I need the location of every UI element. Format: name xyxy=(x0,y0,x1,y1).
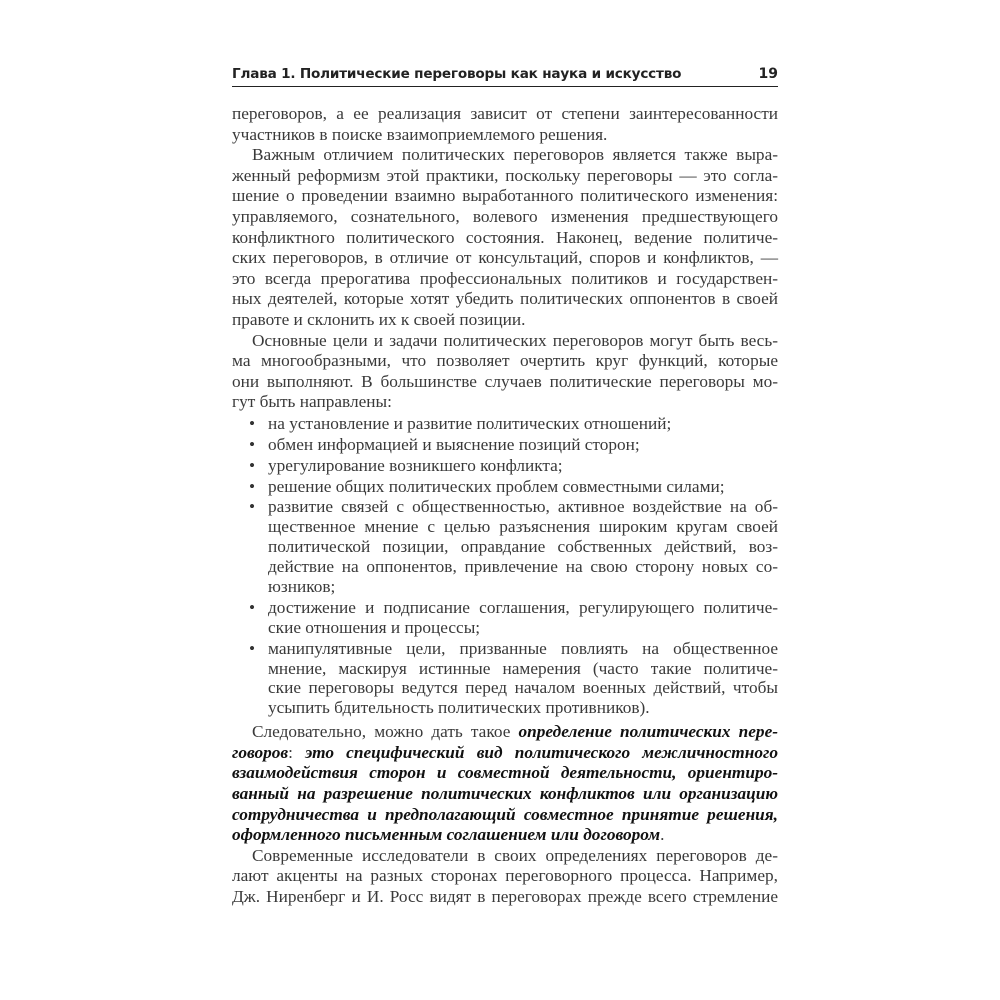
text-line: лают акценты на разных сторонах переговорного процесса. Например, xyxy=(232,866,778,886)
text-line: усыпить бдительность политических противников). xyxy=(268,698,650,718)
emphasized-text: оформленного письменным соглашением или договором xyxy=(232,825,661,845)
text-segment: . xyxy=(660,825,665,845)
paragraph xyxy=(232,846,778,908)
text-line: Современные исследователи в своих определениях переговоров де- xyxy=(252,845,778,865)
text-line: манипулятивные цели, призванные повлиять на общественное xyxy=(268,638,778,658)
bullet-icon: • xyxy=(249,434,256,454)
text-line: это всегда прерогатива профессиональных политиков и государствен- xyxy=(232,268,778,288)
text-line: ских переговоров, в отличие от консультаций, споров и конфликтов, — xyxy=(232,248,778,268)
text-line: урегулирование возникшего конфликта; xyxy=(268,455,563,475)
bullet-item xyxy=(232,456,778,476)
text-line: управляемого, сознательного, волевого изменения предшествующего xyxy=(232,206,778,226)
bullet-icon: • xyxy=(249,413,256,433)
chapter-title: Глава 1. Политические переговоры как наука и искусство xyxy=(232,66,682,82)
emphasized-text: ванный на разрешение политических конфликтов или организацию xyxy=(232,784,778,804)
text-line: переговоров, а ее реализация зависит от степени заинтересованности xyxy=(232,104,778,123)
text-line: достижение и подписание соглашения, регулирующего политиче- xyxy=(268,597,778,617)
text-line: Дж. Ниренберг и И. Росс видят в переговорах прежде всего стремление xyxy=(232,887,778,907)
text-line xyxy=(232,722,778,743)
text-line: гут быть направлены: xyxy=(232,392,392,412)
text-line: конфликтного политического состояния. Наконец, ведение политиче- xyxy=(232,227,778,247)
bullet-icon: • xyxy=(249,638,256,658)
text-line: ных деятелей, которые хотят убедить политических оппонентов в своей xyxy=(232,289,778,309)
bullet-item xyxy=(232,598,778,638)
running-header xyxy=(232,64,778,87)
text-line: развитие связей с общественностью, активное воздействие на об- xyxy=(268,497,778,517)
body-text xyxy=(232,104,778,908)
text-line: щественное мнение с целью разъяснения широким кругам своей xyxy=(268,517,778,537)
text-line: женный реформизм этой практики, поскольку переговоры — это согла- xyxy=(232,165,778,185)
text-line: Важным отличием политических переговоров является также выра- xyxy=(252,145,778,165)
text-line: на установление и развитие политических отношений; xyxy=(268,413,672,433)
text-line xyxy=(232,805,778,826)
emphasized-text: говоров xyxy=(232,742,289,762)
text-line: ские переговоры ведутся перед началом военных действий, чтобы xyxy=(268,678,778,698)
paragraph xyxy=(232,331,778,413)
emphasized-text: сотрудничества и предполагающий совместное принятие решения, xyxy=(232,804,778,824)
text-line: они выполняют. В большинстве случаев политические переговоры мо- xyxy=(232,371,778,391)
emphasized-text: это специфический вид политического межличностного xyxy=(305,742,778,762)
text-line: юзников; xyxy=(268,577,336,597)
emphasized-text: определение политических пере- xyxy=(518,722,778,742)
bullet-icon: • xyxy=(249,497,256,517)
bullet-icon: • xyxy=(249,455,256,475)
text-line: действие на оппонентов, привлечение на свою сторону новых со- xyxy=(268,557,778,577)
paragraph xyxy=(232,104,778,145)
page-number: 19 xyxy=(758,66,778,82)
text-segment: : xyxy=(288,742,306,762)
text-line: Основные цели и задачи политических переговоров могут быть весь- xyxy=(252,330,778,350)
text-line xyxy=(232,763,778,784)
bullet-item xyxy=(232,639,778,719)
paragraph xyxy=(232,722,778,846)
text-line: ма многообразными, что позволяет очертить круг функций, которые xyxy=(232,351,778,371)
text-line: участников в поиске взаимоприемлемого решения. xyxy=(232,124,608,144)
text-line: шение о проведении взаимно выработанного политического изменения: xyxy=(232,186,778,206)
bullet-icon: • xyxy=(249,476,256,496)
bullet-icon: • xyxy=(249,597,256,617)
text-line xyxy=(232,743,778,764)
text-line: решение общих политических проблем совместными силами; xyxy=(268,476,725,496)
paragraph xyxy=(232,145,778,330)
bullet-item xyxy=(232,435,778,455)
text-line: ские отношения и процессы; xyxy=(268,617,481,637)
bullet-item xyxy=(232,477,778,497)
bullet-item xyxy=(232,497,778,596)
bullet-item xyxy=(232,414,778,434)
text-line: обмен информацией и выяснение позиций сторон; xyxy=(268,434,640,454)
text-line: мнение, маскируя истинные намерения (часто такие политиче- xyxy=(268,658,778,678)
emphasized-text: взаимодействия сторон и совместной деятельности, ориентиро- xyxy=(232,763,778,783)
text-line: правоте и склонить их к своей позиции. xyxy=(232,309,526,329)
text-line: политической позиции, оправдание собственных действий, воз- xyxy=(268,537,778,557)
text-line xyxy=(232,784,778,805)
text-segment: Следовательно, можно дать такое xyxy=(252,722,519,742)
text-line xyxy=(232,825,778,846)
